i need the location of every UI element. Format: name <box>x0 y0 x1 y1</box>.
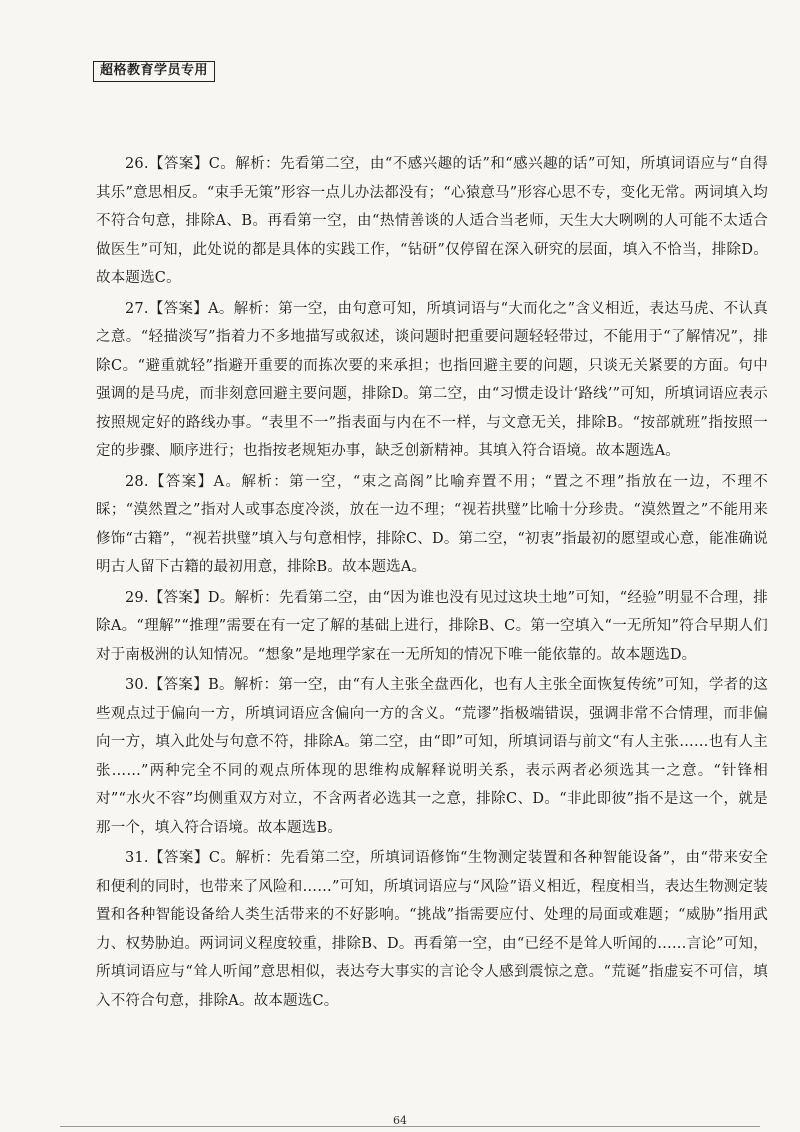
answer-31: 31.【答案】C。解析：先看第二空，所填词语修饰“生物测定装置和各种智能设备”，由“带来安全和便利的同时，也带来了风险和……”可知，所填词语应与“风险”语义相近，程度相当，表达生物测定装置和各种智能设备给人类生活带来的不好影响。“挑战”指需要应付、处理的局面或难题；“威胁”指用武力、权势胁迫。两词词义程度较重，排除B、D。再看第一空，由“已经不是耸人听闻的……言论”可知，所填词语应与“耸人听闻”意思相似，表达夸大事实的言论令人感到震惊之意。“荒诞”指虚妄不可信，填入不符合句意，排除A。故本题选C。 <box>96 850 768 1009</box>
answer-29: 29.【答案】D。解析：先看第二空，由“因为谁也没有见过这块土地”可知，“经验”明显不合理，排除A。“理解”“推理”需要在有一定了解的基础上进行，排除B、C。第一空填入“一无所知”符合早期人们对于南极洲的认知情况。“想象”是地理学家在一无所知的情况下唯一能依靠的。故本题选D。 <box>96 589 768 663</box>
footer-rule <box>60 1126 760 1127</box>
answer-explanations <box>96 150 768 1017</box>
answer-30: 30.【答案】B。解析：第一空，由“有人主张全盘西化，也有人主张全面恢复传统”可知，学者的这些观点过于偏向一方，所填词语应含偏向一方的含义。“荒谬”指极端错误，强调非常不合情理，而非偏向一方，填入此处与句意不符，排除A。第二空，由“即”可知，所填词语与前文“有人主张……也有人主张……”两种完全不同的观点所体现的思维构成解释说明关系，表示两者必须选其一之意。“针锋相对”“水火不容”均侧重双方对立，不含两者必选其一之意，排除C、D。“非此即彼”指不是这一个，就是那一个，填入符合语境。故本题选B。 <box>96 677 768 836</box>
answer-28: 28.【答案】A。解析：第一空，“束之高阁”比喻弃置不用；“置之不理”指放在一边，不理不睬；“漠然置之”指对人或事态度冷淡，放在一边不理；“视若拱璧”比喻十分珍贵。“漠然置之”不能用来修饰“古籍”，“视若拱璧”填入与句意相悖，排除C、D。第二空，“初衷”指最初的愿望或心意，能准确说明古人留下古籍的最初用意，排除B。故本题选A。 <box>96 473 768 575</box>
answer-27: 27.【答案】A。解析：第一空，由句意可知，所填词语与“大而化之”含义相近，表达马虎、不认真之意。“轻描淡写”指着力不多地描写或叙述，谈问题时把重要问题轻轻带过，不能用于“了解情况”，排除C。“避重就轻”指避开重要的而拣次要的来承担；也指回避主要的问题，只谈无关紧要的方面。句中强调的是马虎，而非刻意回避主要问题，排除D。第二空，由“习惯走设计‘路线’”可知，所填词语应表示按照规定好的路线办事。“表里不一”指表面与内在不一样，与文意无关，排除B。“按部就班”指按照一定的步骤、顺序进行；也指按老规矩办事，缺乏创新精神。其填入符合语境。故本题选A。 <box>96 300 768 459</box>
page-number: 64 <box>393 1114 407 1127</box>
answer-26: 26.【答案】C。解析：先看第二空，由“不感兴趣的话”和“感兴趣的话”可知，所填词语应与“自得其乐”意思相反。“束手无策”形容一点儿办法都没有；“心猿意马”形容心思不专，变化无常。两词填入均不符合句意，排除A、B。再看第一空，由“热情善谈的人适合当老师，天生大大咧咧的人可能不太适合做医生”可知，此处说的都是具体的实践工作，“钻研”仅停留在深入研究的层面，填入不恰当，排除D。故本题选C。 <box>96 156 768 286</box>
student-only-stamp: 超格教育学员专用 <box>93 61 215 82</box>
